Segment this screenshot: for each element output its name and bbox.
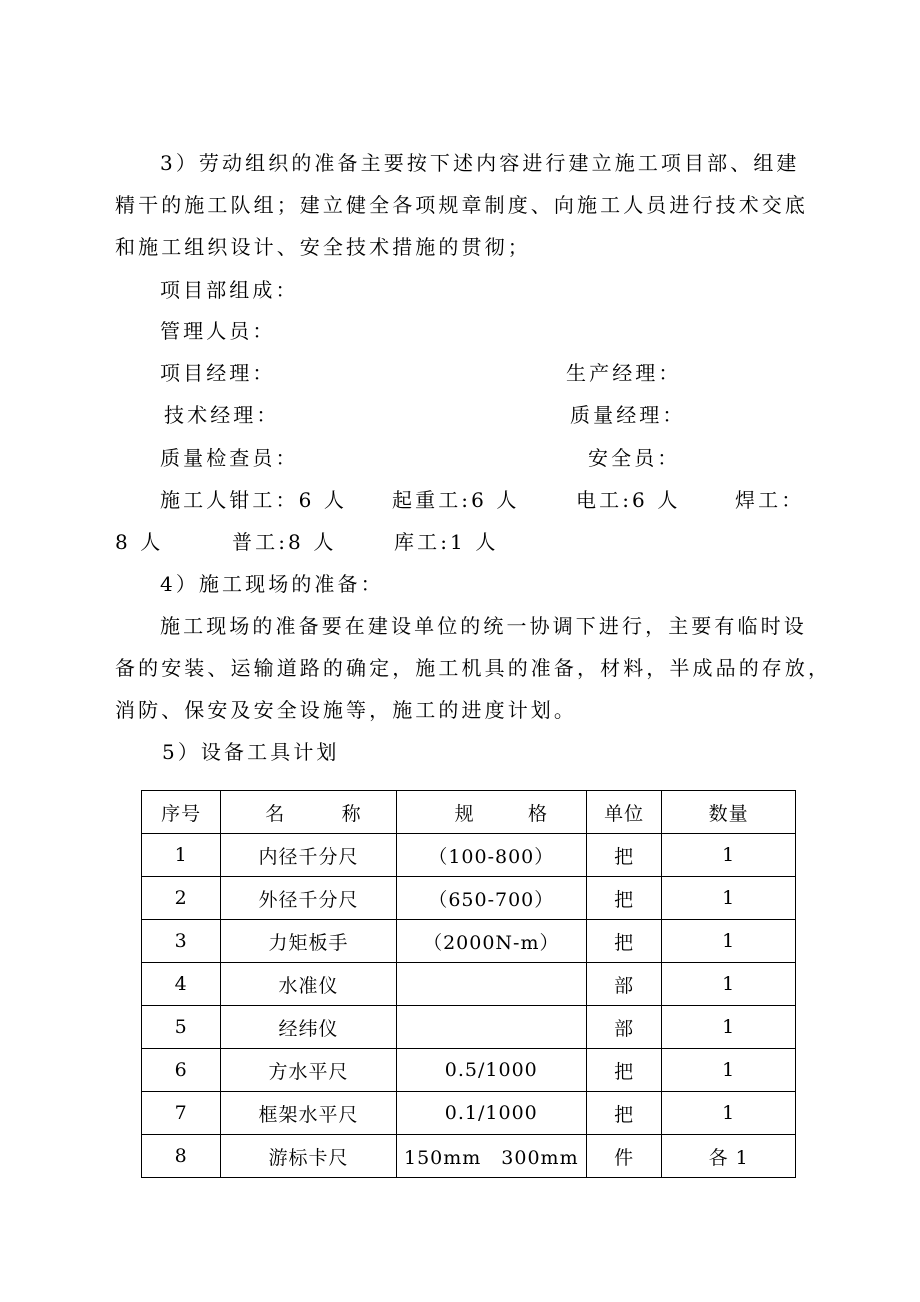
- cell-name: 水准仪: [221, 963, 396, 1006]
- table-row: [142, 1092, 796, 1135]
- table-row: [142, 877, 796, 920]
- management-label: 管理人员：: [160, 319, 276, 343]
- cell-unit: 部: [586, 963, 661, 1006]
- welder-count: 8 人: [115, 530, 164, 554]
- cell-unit: 把: [586, 1092, 661, 1135]
- cell-name: 方水平尺: [221, 1049, 396, 1092]
- welder-label: 焊工：: [735, 488, 805, 512]
- para3-line2: 精干的施工队组；建立健全各项规章制度、向施工人员进行技术交底: [115, 193, 808, 217]
- production-manager-label: 生产经理：: [566, 361, 682, 385]
- cell-no: 5: [142, 1006, 221, 1049]
- cell-spec: （2000N-m）: [396, 920, 586, 963]
- cell-no: 3: [142, 920, 221, 963]
- header-name-a: 名: [265, 802, 286, 825]
- table-row: [142, 1006, 796, 1049]
- cell-spec: 0.1/1000: [396, 1092, 586, 1135]
- storekeeper-count: 库工:1 人: [394, 530, 499, 554]
- cell-unit: 把: [586, 877, 661, 920]
- cell-qty: 1: [662, 963, 796, 1006]
- para4-line2: 备的安装、运输道路的确定，施工机具的准备，材料，半成品的存放，: [115, 656, 832, 680]
- header-spec-a: 规: [454, 802, 475, 825]
- table-row: [142, 834, 796, 877]
- table-row: [142, 920, 796, 963]
- safety-officer-label: 安全员：: [588, 446, 681, 470]
- table-header-row: [142, 791, 796, 834]
- header-unit: 单位: [586, 791, 661, 834]
- cell-unit: 把: [586, 1049, 661, 1092]
- cell-qty: 1: [662, 877, 796, 920]
- cell-name: 框架水平尺: [221, 1092, 396, 1135]
- project-dept-label: 项目部组成：: [160, 278, 299, 302]
- cell-unit: 把: [586, 834, 661, 877]
- para3-line3: 和施工组织设计、安全技术措施的贯彻；: [115, 235, 531, 259]
- table-row: [142, 963, 796, 1006]
- cell-no: 8: [142, 1135, 221, 1178]
- cell-spec: [396, 1006, 586, 1049]
- rigger-count: 起重工:6 人: [392, 488, 520, 512]
- quality-manager-label: 质量经理：: [570, 403, 686, 427]
- cell-spec: （650-700）: [396, 877, 586, 920]
- tech-manager-label: 技术经理：: [164, 403, 280, 427]
- cell-spec: [396, 963, 586, 1006]
- para4-line1: 施工现场的准备要在建设单位的统一协调下进行，主要有临时设: [160, 614, 807, 638]
- para4-heading: 4）施工现场的准备：: [160, 572, 384, 596]
- cell-unit: 把: [586, 920, 661, 963]
- cell-qty: 各 1: [662, 1135, 796, 1178]
- project-manager-label: 项目经理：: [160, 361, 276, 385]
- cell-no: 6: [142, 1049, 221, 1092]
- cell-spec: 150mm 300mm: [396, 1135, 586, 1178]
- cell-name: 内径千分尺: [221, 834, 396, 877]
- cell-qty: 1: [662, 920, 796, 963]
- cell-name: 外径千分尺: [221, 877, 396, 920]
- cell-name: 游标卡尺: [221, 1135, 396, 1178]
- fitter-count: 施工人钳工：6 人: [160, 488, 347, 512]
- equipment-table: [141, 790, 796, 1178]
- cell-spec: （100-800）: [396, 834, 586, 877]
- cell-no: 7: [142, 1092, 221, 1135]
- header-spec: [396, 791, 586, 834]
- header-name-b: 称: [341, 802, 362, 825]
- cell-qty: 1: [662, 1092, 796, 1135]
- cell-qty: 1: [662, 834, 796, 877]
- cell-name: 力矩板手: [221, 920, 396, 963]
- cell-spec: 0.5/1000: [396, 1049, 586, 1092]
- cell-qty: 1: [662, 1049, 796, 1092]
- cell-no: 1: [142, 834, 221, 877]
- header-name: [221, 791, 396, 834]
- laborer-count: 普工:8 人: [232, 530, 337, 554]
- cell-qty: 1: [662, 1006, 796, 1049]
- header-qty: 数量: [662, 791, 796, 834]
- para3-line1: 3）劳动组织的准备主要按下述内容进行建立施工项目部、组建: [160, 151, 800, 175]
- cell-no: 2: [142, 877, 221, 920]
- para4-line3: 消防、保安及安全设施等，施工的进度计划。: [115, 698, 577, 722]
- header-no: 序号: [142, 791, 221, 834]
- electrician-count: 电工:6 人: [576, 488, 681, 512]
- header-spec-b: 格: [527, 802, 548, 825]
- cell-name: 经纬仪: [221, 1006, 396, 1049]
- cell-unit: 部: [586, 1006, 661, 1049]
- cell-no: 4: [142, 963, 221, 1006]
- quality-inspector-label: 质量检查员：: [160, 446, 299, 470]
- table-row: [142, 1135, 796, 1178]
- para5-heading: 5）设备工具计划: [162, 740, 340, 764]
- cell-unit: 件: [586, 1135, 661, 1178]
- table-row: [142, 1049, 796, 1092]
